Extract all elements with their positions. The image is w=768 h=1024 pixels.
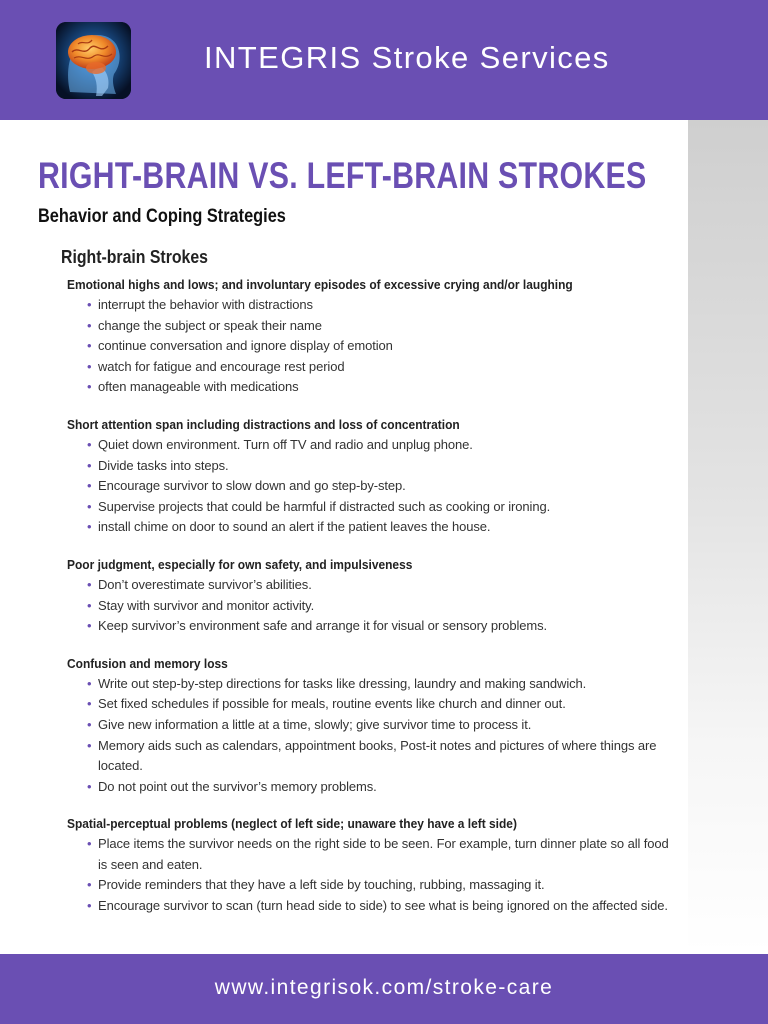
list-item-text: Set fixed schedules if possible for meals, routine events like church and dinner out.: [98, 696, 566, 712]
list-item: [87, 674, 677, 695]
list-item-text: Write out step-by-step directions for tasks like dressing, laundry and making sandwich.: [98, 675, 587, 691]
bullet-icon: •: [87, 478, 92, 494]
list-item: [87, 694, 677, 715]
list-item: [87, 295, 677, 316]
list-item-text: interrupt the behavior with distractions: [98, 297, 313, 312]
bullet-icon: •: [87, 297, 92, 312]
document-body: [38, 150, 678, 933]
list-item: [87, 336, 677, 357]
list-item-text: continue conversation and ignore display of emotion: [98, 338, 393, 354]
list-item: [87, 834, 677, 875]
strategy-group-spatial: [67, 813, 678, 916]
bullet-icon: •: [87, 436, 92, 452]
footer-url-link[interactable]: www.integrisok.com/stroke-care: [214, 976, 554, 999]
list-item: [87, 736, 677, 777]
list-item: [87, 435, 677, 456]
strategy-groups: [67, 274, 678, 917]
bullet-icon: •: [87, 457, 92, 473]
bullet-icon: •: [87, 877, 92, 893]
brand-title: INTEGRIS Stroke Services: [204, 40, 610, 75]
list-item-text: Don’t overestimate survivor’s abilities.: [98, 576, 312, 592]
list-item: [87, 875, 677, 896]
list-item-text: Supervise projects that could be harmful if distracted such as cooking or ironing.: [98, 498, 551, 514]
bullet-icon: •: [87, 338, 92, 354]
list-item-text: Memory aids such as calendars, appointment books, Post-it notes and pictures of where things are located.: [98, 737, 657, 774]
list-item-text: Do not point out the survivor’s memory problems.: [98, 778, 377, 794]
group-heading: Confusion and memory loss: [67, 655, 228, 671]
list-item-text: Quiet down environment. Turn off TV and radio and unplug phone.: [98, 436, 473, 452]
bullet-icon: •: [87, 898, 92, 914]
group-heading: Short attention span including distractions and loss of concentration: [67, 416, 460, 432]
list-item: [87, 596, 677, 617]
section-title: Right-brain Strokes: [61, 247, 208, 267]
list-item-text: Divide tasks into steps.: [98, 457, 229, 473]
group-heading: Poor judgment, especially for own safety, and impulsiveness: [67, 556, 413, 572]
list-item-text: Give new information a little at a time, slowly; give survivor time to process it.: [98, 716, 532, 732]
page-subtitle: Behavior and Coping Strategies: [38, 206, 286, 227]
list-item-text: Place items the survivor needs on the right side to be seen. For example, turn dinner plate so all food is seen and eaten.: [98, 836, 669, 872]
list-item-text: Encourage survivor to slow down and go step-by-step.: [98, 478, 406, 494]
brain-scan-icon: [56, 22, 131, 99]
group-heading: Spatial-perceptual problems (neglect of left side; unaware they have a left side): [67, 816, 517, 832]
bullet-icon: •: [87, 836, 92, 852]
sidebar-shade: [688, 120, 768, 954]
bullet-icon: •: [87, 498, 92, 514]
list-item: [87, 896, 677, 917]
list-item-text: watch for fatigue and encourage rest period: [98, 358, 345, 374]
list-item: [87, 456, 677, 477]
list-item: [87, 517, 677, 538]
bullet-icon: •: [87, 519, 92, 535]
list-item-text: Provide reminders that they have a left side by touching, rubbing, massaging it.: [98, 877, 545, 893]
list-item: [87, 357, 677, 378]
list-item: [87, 377, 677, 398]
list-item: [87, 497, 677, 518]
group-heading: Emotional highs and lows; and involuntary episodes of excessive crying and/or laughing: [67, 277, 573, 292]
bullet-list: [87, 435, 678, 538]
bullet-icon: •: [87, 597, 92, 613]
bullet-list: [87, 575, 678, 637]
strategy-group-emotional: [67, 274, 678, 398]
list-item: [87, 476, 677, 497]
bullet-icon: •: [87, 317, 92, 333]
bullet-icon: •: [87, 576, 92, 592]
bullet-icon: •: [87, 618, 92, 634]
bullet-icon: •: [87, 379, 92, 395]
list-item: [87, 616, 677, 637]
bullet-list: [87, 674, 678, 798]
page-title: RIGHT-BRAIN VS. LEFT-BRAIN STROKES: [38, 155, 647, 196]
list-item-text: Encourage survivor to scan (turn head side to side) to see what is being ignored on the affected side.: [98, 898, 668, 914]
footer-banner: [0, 954, 768, 1024]
list-item-text: install chime on door to sound an alert if the patient leaves the house.: [98, 519, 491, 535]
strategy-group-memory: [67, 653, 678, 798]
strategy-group-judgment: [67, 554, 678, 637]
list-item: [87, 715, 677, 736]
bullet-icon: •: [87, 358, 92, 374]
list-item: [87, 316, 677, 337]
list-item-text: change the subject or speak their name: [98, 317, 322, 333]
bullet-icon: •: [87, 778, 92, 794]
bullet-icon: •: [87, 716, 92, 732]
bullet-list: [87, 295, 678, 398]
list-item-text: Stay with survivor and monitor activity.: [98, 597, 315, 613]
header-banner: [0, 0, 768, 120]
list-item: [87, 575, 677, 596]
bullet-icon: •: [87, 696, 92, 712]
list-item-text: Keep survivor’s environment safe and arrange it for visual or sensory problems.: [98, 618, 548, 634]
list-item: [87, 777, 677, 798]
strategy-group-attention: [67, 414, 678, 538]
list-item-text: often manageable with medications: [98, 379, 299, 395]
bullet-icon: •: [87, 675, 92, 691]
bullet-icon: •: [87, 737, 92, 753]
bullet-list: [87, 834, 678, 916]
